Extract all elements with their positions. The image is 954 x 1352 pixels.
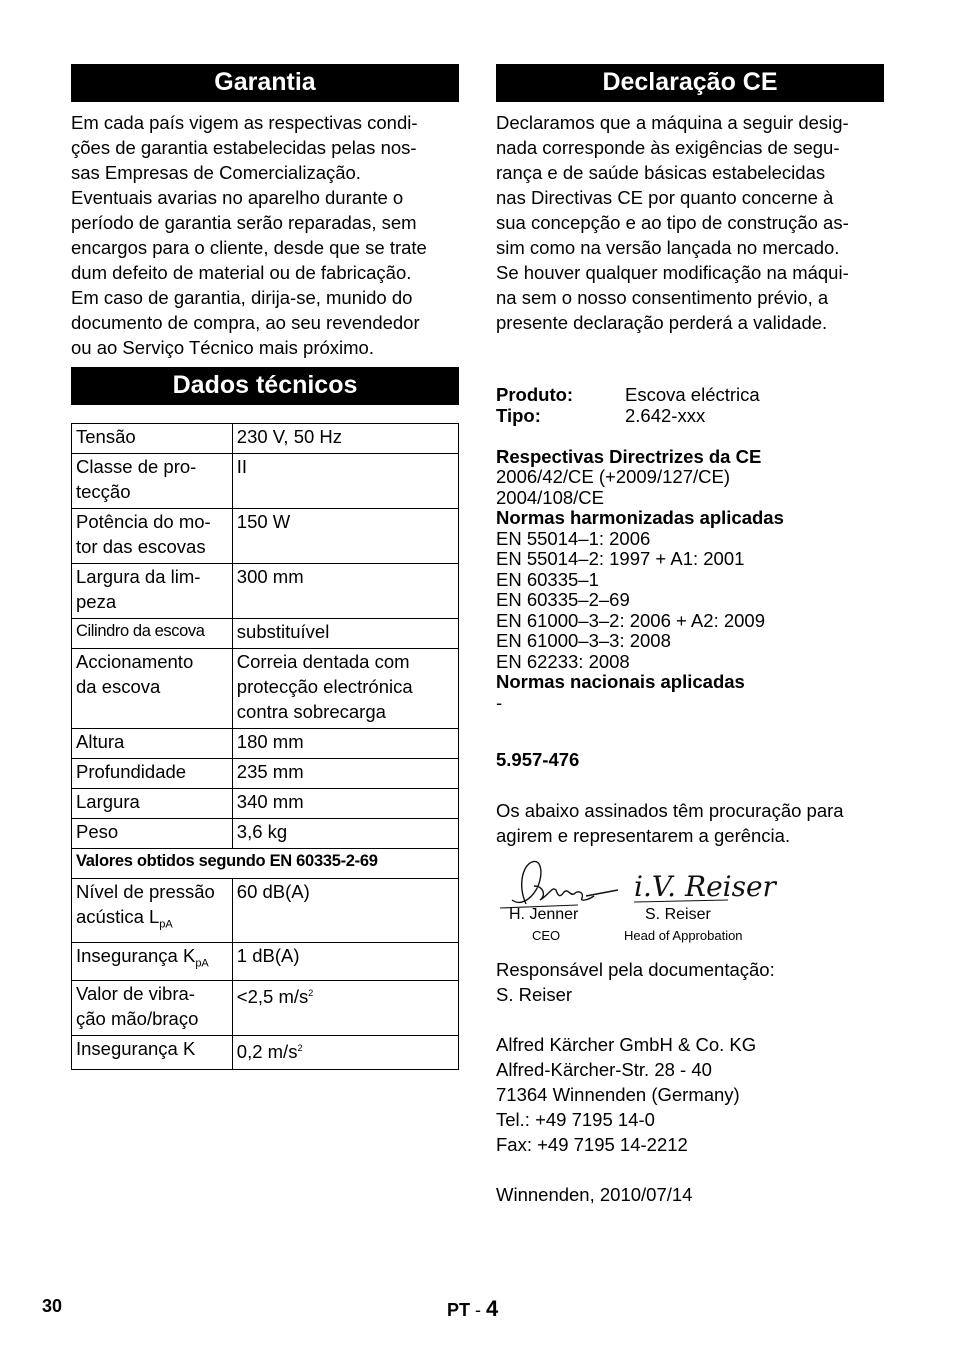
text-line: encargos para o cliente, desde que se trate: [71, 237, 427, 258]
row-label: Largura: [76, 791, 140, 812]
produto-line: Produto: Escova eléctrica: [496, 384, 760, 405]
text-line: Responsável pela documentação:: [496, 959, 775, 980]
text-line: documento de compra, ao seu revendedor: [71, 312, 420, 333]
row-label: Altura: [76, 731, 125, 752]
svg-text:i.V. Reiser: i.V. Reiser: [634, 870, 776, 903]
row-label: Largura da lim-: [76, 566, 201, 587]
table-row: [72, 509, 459, 564]
table-row: [72, 424, 459, 454]
signers-text: [496, 798, 896, 848]
values-heading-row: [72, 849, 459, 879]
signer1-name: H. Jenner: [509, 906, 579, 923]
text-line: Se houver qualquer modificação na máqui-: [496, 262, 849, 283]
row-label: Nível de pressão: [76, 881, 215, 902]
address-line: Alfred Kärcher GmbH & Co. KG: [496, 1034, 757, 1055]
signature-jenner-icon: [498, 856, 628, 912]
text-line: na sem o nosso consentimento prévio, a: [496, 287, 829, 308]
row-value: 60 dB(A): [236, 881, 310, 902]
row-value: 300 mm: [236, 566, 304, 587]
row-value: protecção electrónica: [236, 676, 413, 697]
table-row: [72, 1036, 459, 1069]
row-label: Peso: [76, 821, 119, 842]
text-line: período de garantia serão reparadas, sem: [71, 212, 417, 233]
row-label: da escova: [76, 676, 161, 697]
table-row: [72, 619, 459, 649]
text-line: rança e de saúde básicas estabelecidas: [496, 162, 826, 183]
address-line: 71364 Winnenden (Germany): [496, 1084, 740, 1105]
row-label: acústica $L_{pA}$: [76, 906, 173, 931]
row-value: substituível: [236, 621, 330, 642]
responsavel-text: [496, 957, 896, 1007]
text-line: presente declaração perderá a validade.: [496, 312, 828, 333]
row-label: Accionamento: [76, 651, 194, 672]
row-value: 3,6 kg: [236, 821, 288, 842]
row-value: <2,5 $m/s^2$: [236, 986, 314, 1008]
row-label: Insegurança K: [76, 1038, 196, 1060]
row-label: Tensão: [76, 426, 136, 447]
signature-reiser-icon: [632, 858, 776, 908]
text-line: ou ao Serviço Técnico mais próximo.: [71, 337, 374, 358]
row-value: 0,2 $m/s^2$: [236, 1041, 303, 1063]
signer2-title: Head of Approbation: [624, 928, 743, 943]
text-line: dum defeito de material ou de fabricação.: [71, 262, 412, 283]
norm-item: EN 61000–3–3: 2008: [496, 630, 671, 651]
declaracao-text: [496, 110, 884, 335]
garantia-heading: Garantia: [71, 64, 459, 102]
norm-item: EN 62233: 2008: [496, 650, 630, 672]
directive-item: 2006/42/CE (+2009/127/CE): [496, 466, 730, 487]
table-row: [72, 454, 459, 509]
row-label: Insegurança $K_{pA}$: [76, 944, 209, 970]
row-value: Correia dentada com: [236, 651, 410, 672]
text-line: ções de garantia estabelecidas pelas nos-: [71, 137, 417, 158]
page-number: 30: [42, 1296, 63, 1316]
footer-section: PT - 4: [447, 1296, 499, 1321]
place-date: Winnenden, 2010/07/14: [496, 1184, 693, 1205]
row-value: 1 dB(A): [236, 944, 300, 966]
address-line: Fax: +49 7195 14-2212: [496, 1134, 688, 1155]
row-value: contra sobrecarga: [236, 701, 386, 722]
directive-item: 2004/108/CE: [496, 486, 605, 508]
row-label: Potência do mo-: [76, 511, 211, 532]
norm-item: EN 60335–2–69: [496, 589, 630, 610]
text-line: agirem e representarem a gerência.: [496, 825, 791, 846]
table-row: [72, 981, 459, 1036]
row-label: tor das escovas: [76, 536, 206, 557]
company-address: [496, 1032, 896, 1157]
values-heading: Valores obtidos segundo EN 60335-2-69: [72, 849, 459, 879]
table-row: [72, 819, 459, 849]
table-row: [72, 789, 459, 819]
text-line: nada corresponde às exigências de segu-: [496, 137, 840, 158]
table-row: [72, 942, 459, 981]
table-row: [72, 564, 459, 619]
row-label: ção mão/braço: [76, 1008, 199, 1030]
tipo-line: Tipo: 2.642-xxx: [496, 404, 706, 426]
text-line: sim como na versão lançada no mercado.: [496, 237, 840, 258]
dados-heading: Dados técnicos: [71, 367, 459, 405]
text-line: Declaramos que a máquina a seguir desig-: [496, 112, 849, 133]
text-line: Em caso de garantia, dirija-se, munido do: [71, 287, 413, 308]
table-row: [72, 729, 459, 759]
table-row: [72, 879, 459, 943]
norm-item: EN 55014–1: 2006: [496, 527, 651, 549]
table-row: [72, 649, 459, 729]
table-row: [72, 759, 459, 789]
right-column: [496, 64, 884, 335]
row-value: 150 W: [236, 511, 291, 532]
text-line: Os abaixo assinados têm procuração para: [496, 800, 844, 821]
text-line: sua concepção e ao tipo de construção as-: [496, 212, 849, 233]
signer1-title: CEO: [532, 928, 561, 943]
text-line: sas Empresas de Comercialização.: [71, 162, 361, 183]
row-label: Classe de pro-: [76, 456, 197, 477]
row-label: Profundidade: [76, 761, 187, 782]
tech-data-table: [71, 423, 459, 1070]
doc-number: 5.957-476: [496, 749, 580, 770]
norm-item: EN 61000–3–2: 2006 + A2: 2009: [496, 609, 765, 631]
text-line: Em cada país vigem as respectivas condi-: [71, 112, 418, 133]
text-line: S. Reiser: [496, 984, 573, 1005]
norm-item: EN 55014–2: 1997 + A1: 2001: [496, 548, 745, 569]
left-column: [71, 64, 459, 1070]
declaracao-heading: Declaração CE: [496, 64, 884, 102]
normas-nac-heading: Normas nacionais aplicadas: [496, 671, 745, 692]
row-label: Cilindro da escova: [76, 622, 205, 640]
address-line: Alfred-Kärcher-Str. 28 - 40: [496, 1059, 712, 1080]
row-value: 340 mm: [236, 791, 304, 812]
row-value: 235 mm: [236, 761, 304, 782]
text-line: nas Directivas CE por quanto concerne à: [496, 187, 834, 208]
row-value: 180 mm: [236, 731, 304, 752]
row-value: II: [236, 456, 248, 477]
signer2-name: S. Reiser: [645, 906, 711, 923]
address-line: Tel.: +49 7195 14-0: [496, 1109, 655, 1130]
directrizes-heading: Respectivas Directrizes da CE: [496, 445, 762, 467]
text-line: Eventuais avarias no aparelho durante o: [71, 187, 404, 208]
norm-item: EN 60335–1: [496, 568, 599, 590]
row-label: peza: [76, 591, 117, 612]
garantia-text: [71, 110, 459, 360]
row-label: tecção: [76, 481, 131, 502]
ce-details: [496, 385, 896, 713]
row-value: 230 V, 50 Hz: [236, 426, 343, 447]
row-label: Valor de vibra-: [76, 983, 195, 1005]
normas-harm-heading: Normas harmonizadas aplicadas: [496, 507, 784, 528]
normas-nac-value: -: [496, 691, 503, 713]
